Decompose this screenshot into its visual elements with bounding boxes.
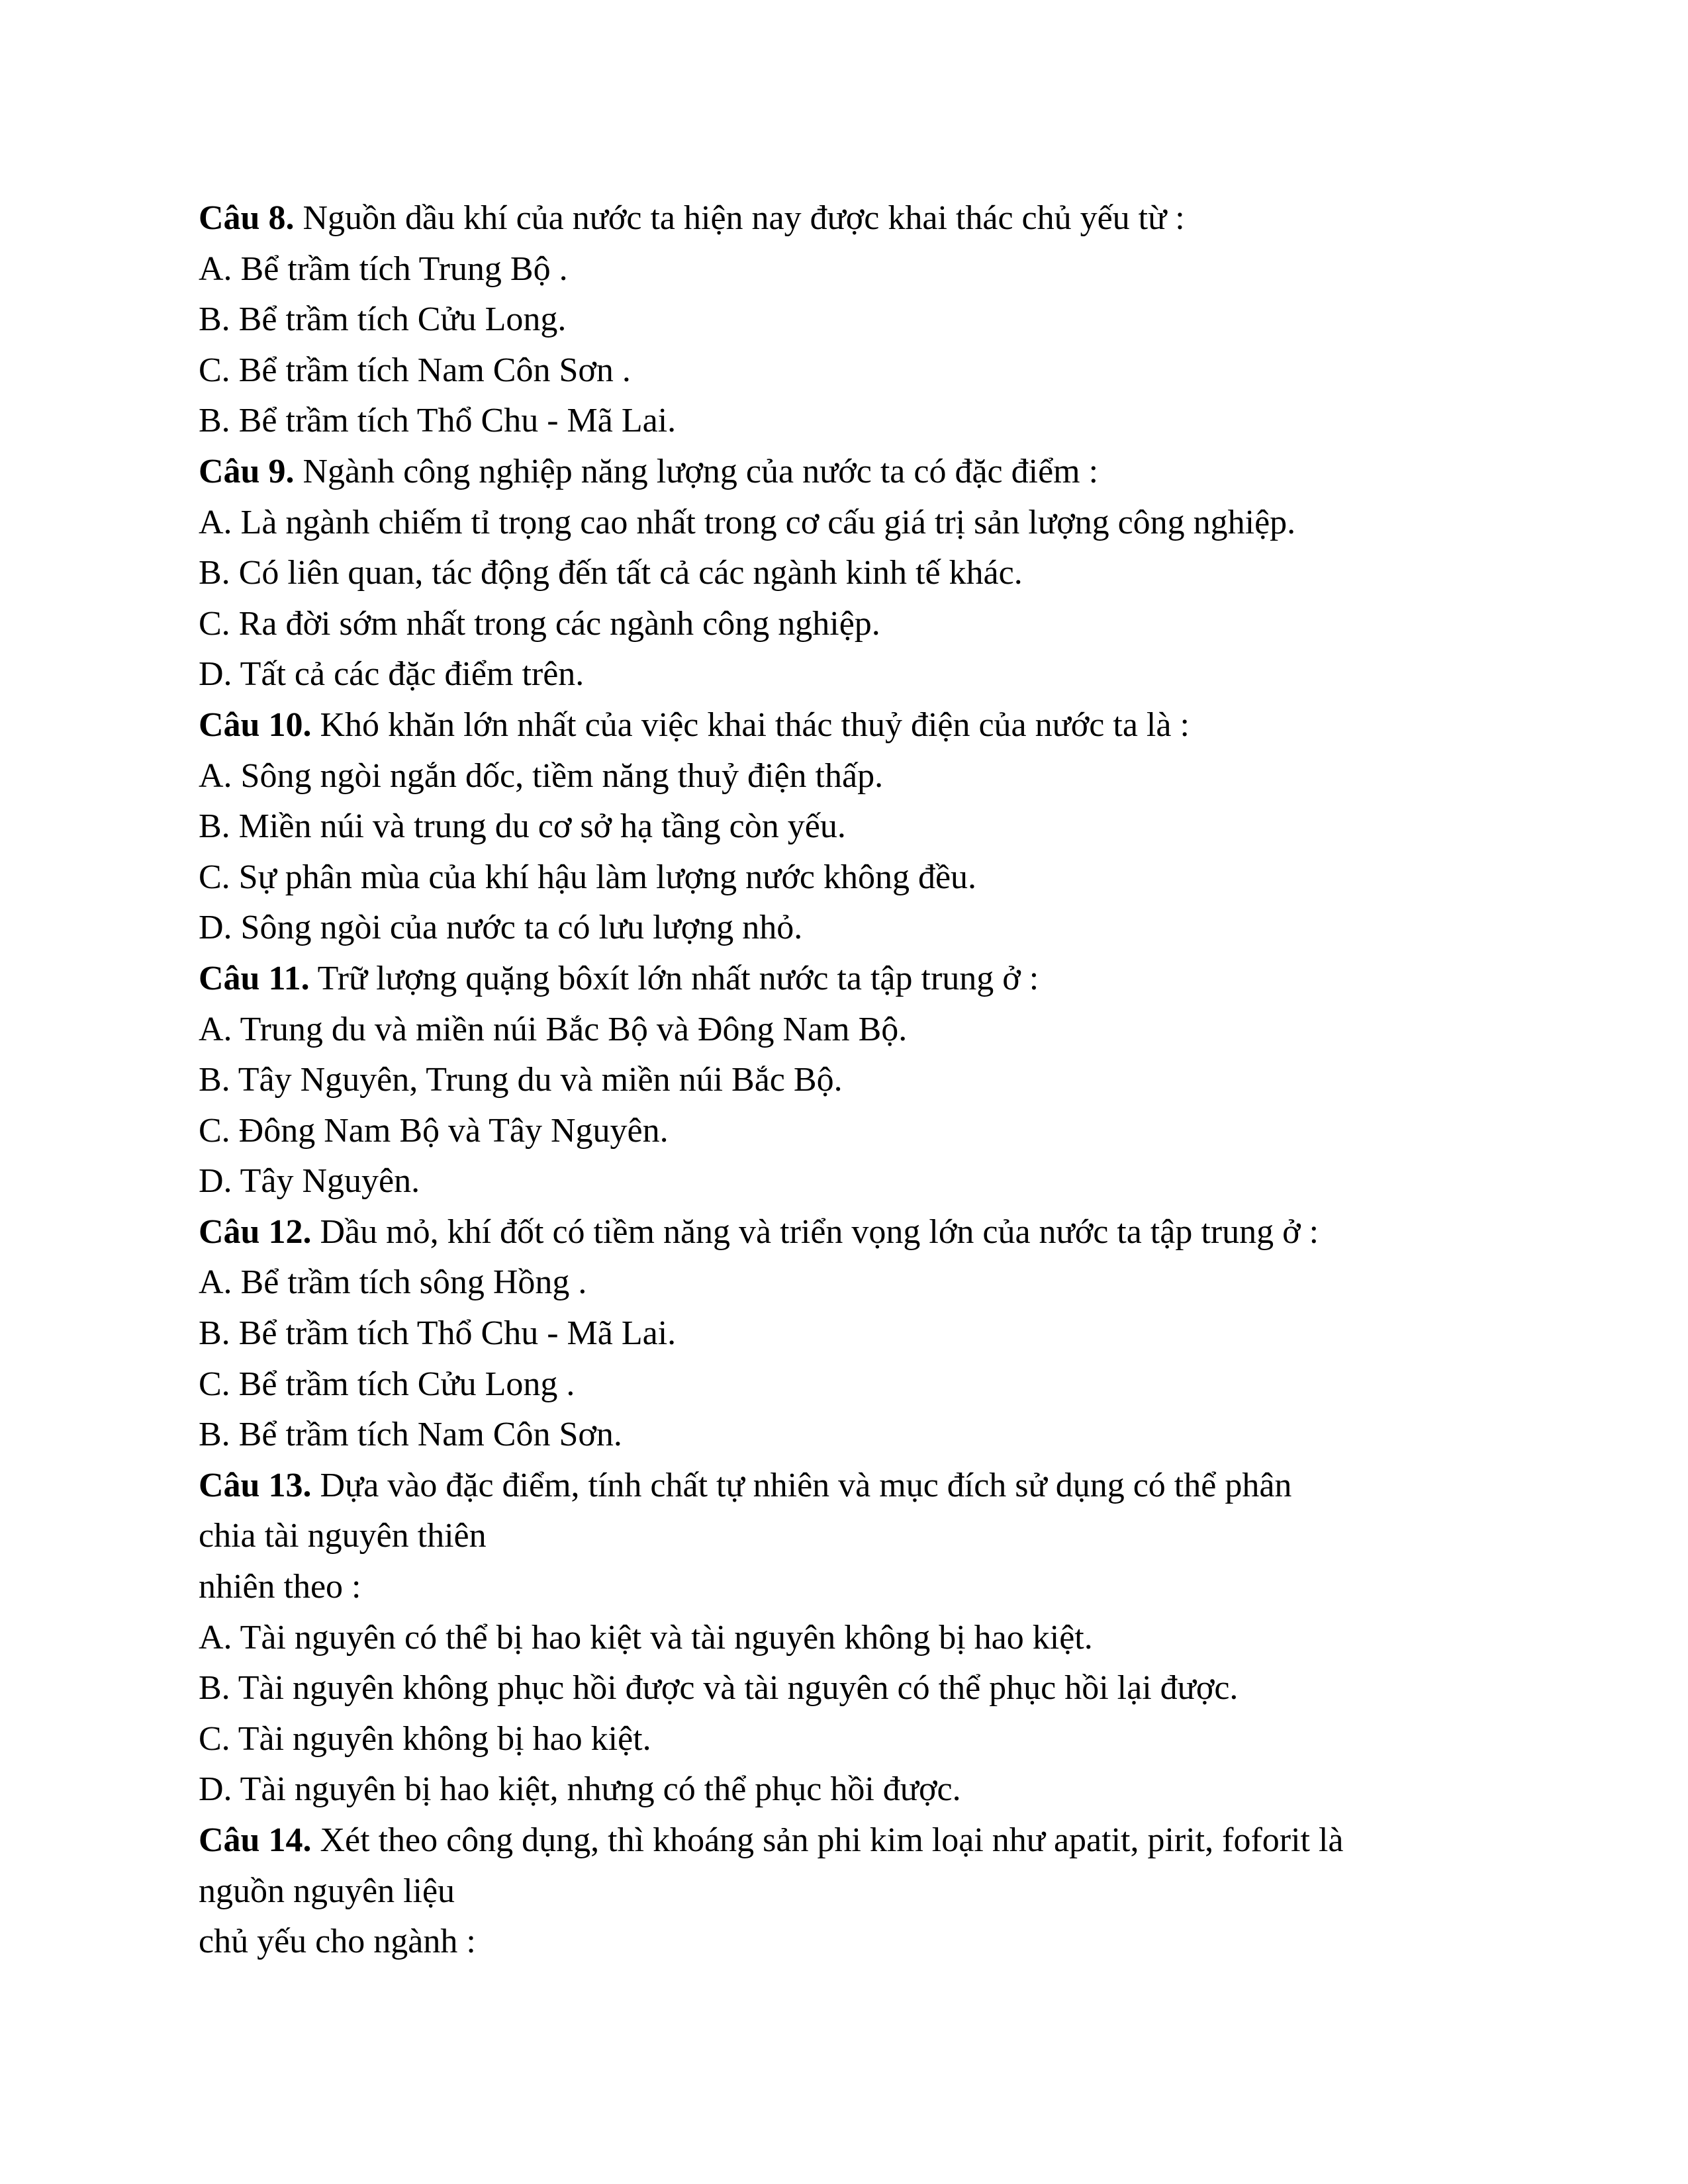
question-14-stem-continued: chủ yếu cho ngành :: [199, 1923, 476, 1961]
document-page: [199, 193, 1489, 1968]
question-label: Câu 8.: [199, 199, 295, 237]
question-13-stem-continued: nhiên theo :: [199, 1568, 361, 1606]
question-8-option: B. Bể trầm tích Cửu Long.: [199, 300, 567, 339]
question-8-stem: [199, 193, 1489, 244]
question-text: Ngành công nghiệp năng lượng của nước ta có đặc điểm :: [303, 452, 1099, 490]
question-10-option: C. Sự phân mùa của khí hậu làm lượng nước không đều.: [199, 858, 977, 896]
question-text: Trữ lượng quặng bôxít lớn nhất nước ta tập trung ở :: [317, 959, 1039, 997]
question-11-option: A. Trung du và miền núi Bắc Bộ và Đông Nam Bộ.: [199, 1010, 908, 1048]
question-12-option: B. Bể trầm tích Thổ Chu - Mã Lai.: [199, 1314, 677, 1353]
question-13-option: A. Tài nguyên có thể bị hao kiệt và tài nguyên không bị hao kiệt.: [199, 1618, 1093, 1657]
question-8-option: C. Bể trầm tích Nam Côn Sơn .: [199, 351, 631, 389]
question-11-option: D. Tây Nguyên.: [199, 1162, 420, 1201]
question-12-option: B. Bể trầm tích Nam Côn Sơn.: [199, 1416, 622, 1454]
question-9-option: A. Là ngành chiếm tỉ trọng cao nhất trong cơ cấu giá trị sản lượng công nghiệp.: [199, 503, 1296, 541]
question-label: Câu 12.: [199, 1212, 312, 1251]
question-text: Khó khăn lớn nhất của việc khai thác thuỷ điện của nước ta là :: [320, 705, 1190, 744]
question-12-option: C. Bể trầm tích Cửu Long .: [199, 1365, 575, 1403]
question-14-stem-continued: nguồn nguyên liệu: [199, 1872, 455, 1910]
question-label: Câu 10.: [199, 705, 312, 744]
question-8-option: A. Bể trầm tích Trung Bộ .: [199, 250, 568, 288]
question-label: Câu 11.: [199, 959, 310, 997]
question-label: Câu 9.: [199, 452, 295, 490]
question-9-option: C. Ra đời sớm nhất trong các ngành công nghiệp.: [199, 604, 880, 643]
question-10-option: A. Sông ngòi ngắn dốc, tiềm năng thuỷ điện thấp.: [199, 756, 884, 795]
question-14-stem: [199, 1815, 1489, 1866]
question-10-option: B. Miền núi và trung du cơ sở hạ tầng còn yếu.: [199, 807, 846, 846]
question-11-option: B. Tây Nguyên, Trung du và miền núi Bắc Bộ.: [199, 1061, 843, 1099]
question-11-stem: [199, 954, 1489, 1005]
question-9-option: B. Có liên quan, tác động đến tất cả các ngành kinh tế khác.: [199, 554, 1023, 592]
question-text: Xét theo công dụng, thì khoáng sản phi kim loại như apatit, pirit, foforit là: [320, 1821, 1344, 1859]
question-9-option: D. Tất cả các đặc điểm trên.: [199, 655, 585, 694]
question-10-option: D. Sông ngòi của nước ta có lưu lượng nhỏ.: [199, 909, 803, 947]
question-12-option: A. Bể trầm tích sông Hồng .: [199, 1263, 587, 1302]
question-text: Nguồn dầu khí của nước ta hiện nay được khai thác chủ yếu từ :: [303, 199, 1185, 237]
question-label: Câu 13.: [199, 1466, 312, 1504]
question-10-stem: [199, 700, 1489, 751]
question-13-option: D. Tài nguyên bị hao kiệt, nhưng có thể phục hồi được.: [199, 1770, 961, 1809]
question-13-option: C. Tài nguyên không bị hao kiệt.: [199, 1719, 651, 1758]
question-9-stem: [199, 447, 1489, 498]
question-text: Dựa vào đặc điểm, tính chất tự nhiên và mục đích sử dụng có thể phân: [320, 1466, 1292, 1504]
question-13-option: B. Tài nguyên không phục hồi được và tài nguyên có thể phục hồi lại được.: [199, 1669, 1239, 1707]
question-13-stem: [199, 1461, 1489, 1512]
question-8-option: B. Bể trầm tích Thổ Chu - Mã Lai.: [199, 402, 677, 440]
question-11-option: C. Đông Nam Bộ và Tây Nguyên.: [199, 1111, 669, 1150]
question-13-stem-continued: chia tài nguyên thiên: [199, 1517, 487, 1555]
question-12-stem: [199, 1207, 1489, 1258]
question-text: Dầu mỏ, khí đốt có tiềm năng và triển vọng lớn của nước ta tập trung ở :: [320, 1212, 1319, 1251]
question-label: Câu 14.: [199, 1821, 312, 1859]
